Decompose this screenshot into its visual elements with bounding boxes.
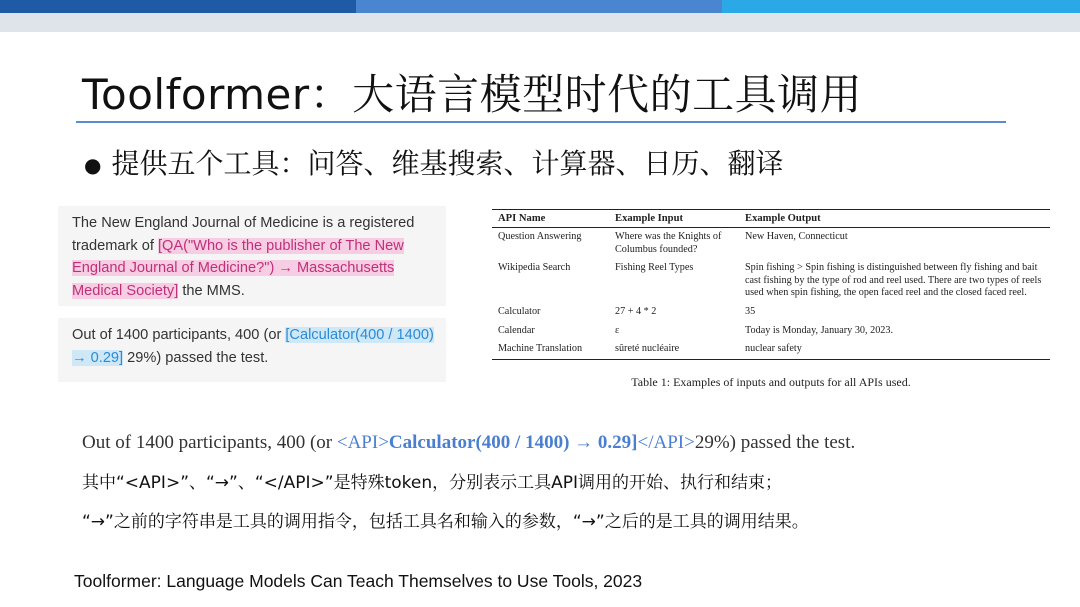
example-qa <box>58 206 446 306</box>
table-header-cell: Example Input <box>615 213 683 224</box>
table-cell: ε <box>615 324 620 336</box>
example-qa-after: the MMS. <box>178 282 245 299</box>
bullet-item <box>84 142 783 182</box>
api-close-tag: </API> <box>637 432 695 453</box>
api-open-tag: <API> <box>336 432 389 453</box>
slide-title: Toolformer：大语言模型时代的工具调用 <box>82 70 863 119</box>
table-cell: Where was the Knights of Columbus founded? <box>615 231 722 255</box>
bullet-dot-icon: ● <box>84 153 102 177</box>
table-cell: Machine Translation <box>498 343 583 355</box>
table-cell: Calculator <box>498 305 541 317</box>
table-header-cell: Example Output <box>745 213 821 224</box>
table-cell: New Haven, Connecticut <box>745 231 848 242</box>
table-cell: sûreté nucléaire <box>615 343 680 355</box>
example-qa-call: [QA("Who is the publisher of The New England Journal of Medicine?") → Massachusetts Medical Society] <box>72 237 404 299</box>
table-cell: Fishing Reel Types <box>615 262 694 274</box>
table-cell: Wikipedia Search <box>498 262 571 274</box>
table-row <box>492 259 1050 303</box>
table-cell: nuclear safety <box>745 343 802 355</box>
table-cell: Question Answering <box>498 231 582 242</box>
explanation-line-3: “→”之前的字符串是工具的调用指令，包括工具名和输入的参数，“→”之后的是工具的调用结果。 <box>82 512 809 532</box>
top-decoration-bar <box>0 0 1080 32</box>
table-header-cell: API Name <box>498 213 546 224</box>
table-cell: Calendar <box>498 324 535 336</box>
table-row <box>492 303 1050 322</box>
example-calc-after: 29%) passed the test. <box>123 349 269 366</box>
table-caption: Table 1: Examples of inputs and outputs for all APIs used. <box>631 375 911 389</box>
explanation-prefix: Out of 1400 participants, 400 (or <box>82 432 337 453</box>
table-cell: 35 <box>745 305 756 317</box>
example-qa-before: The New England Journal of Medicine is a registered trademark of <box>72 215 415 254</box>
explanation-suffix: 29%) passed the test. <box>694 432 856 453</box>
api-examples-table <box>492 209 1050 360</box>
table-cell: Today is Monday, January 30, 2023. <box>745 324 894 336</box>
top-bar-segment-light <box>722 0 1080 13</box>
table-row <box>492 322 1050 341</box>
title-underline <box>76 121 1006 123</box>
table-cell: 27 + 4 * 2 <box>615 305 657 317</box>
example-calc-before: Out of 1400 participants, 400 (or <box>72 327 286 343</box>
explanation-line-2: 其中“<API>”、“→”、“</API>”是特殊token，分别表示工具API调用的开始、执行和结束； <box>82 473 783 493</box>
api-call-text: Calculator(400 / 1400) → 0.29] <box>388 432 638 453</box>
top-bar-segment-mid <box>356 0 722 13</box>
table-header-row <box>492 210 1050 228</box>
bullet-text: 提供五个工具：问答、维基搜索、计算器、日历、翻译 <box>111 147 784 180</box>
table-cell: Spin fishing > Spin fishing is distinguished between fly fishing and bait cast fishing by the type of rod and reel used. There are two types of reels used when spin fishing, the open faced reel and the closed faced reel. <box>745 262 1042 299</box>
table-row <box>492 228 1050 260</box>
example-calculator <box>58 318 446 382</box>
table-row <box>492 340 1050 359</box>
explanation-example-line <box>82 432 855 454</box>
top-bar-segment-dark <box>0 0 356 13</box>
paper-reference: Toolformer: Language Models Can Teach Themselves to Use Tools, 2023 <box>74 571 643 591</box>
example-calc-call: [Calculator(400 / 1400) → 0.29] <box>72 327 434 366</box>
